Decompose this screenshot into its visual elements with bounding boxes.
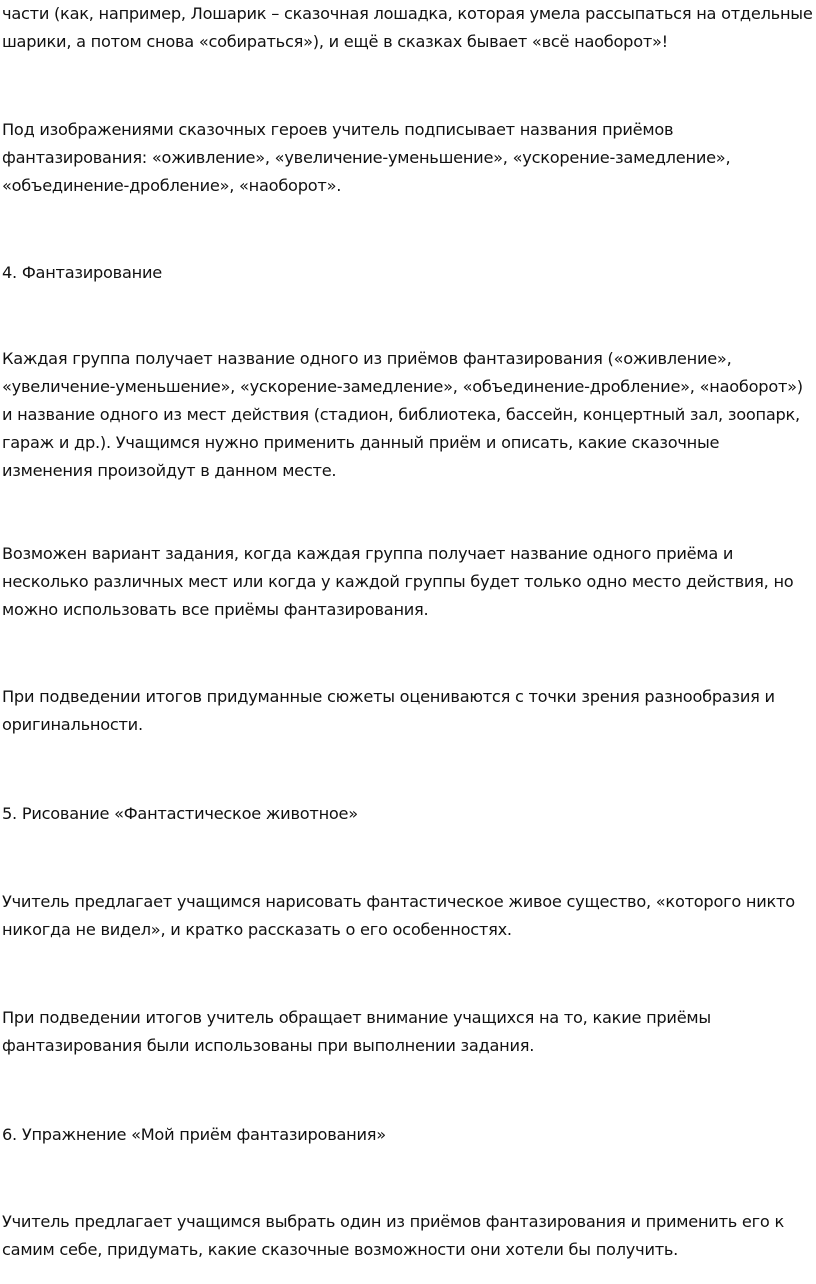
section-heading-4: 4. Фантазирование [2, 263, 162, 282]
paragraph-draw-creature: Учитель предлагает учащимся нарисовать фантастическое живое существо, «которого никто никогда не видел», и кратко рассказать о его особенностях. [2, 892, 795, 939]
paragraph-my-technique: Учитель предлагает учащимся выбрать один из приёмов фантазирования и применить его к самим себе, придумать, какие сказочные возможности они хотели бы получить. [2, 1212, 784, 1259]
paragraph-group-task: Каждая группа получает название одного из приёмов фантазирования («оживление», «увеличение-уменьшение», «ускорение-замедление», «объединение-дробление», «наоборот») и название одного из мест действия (стадион, библиотека, бассейн, концертный зал, зоопарк, гараж и др.). Учащимся нужно применить данный приём и описать, какие сказочные изменения произойдут в данном месте. [2, 349, 803, 480]
section-heading-6: 6. Упражнение «Мой приём фантазирования» [2, 1125, 386, 1144]
paragraph-hero-captions: Под изображениями сказочных героев учитель подписывает названия приёмов фантазирования: «оживление», «увеличение-уменьшение», «ускорение-замедление», «объединение-дробление», «наоборот». [2, 120, 731, 195]
paragraph-results-techniques: При подведении итогов учитель обращает внимание учащихся на то, какие приёмы фантазирования были использованы при выполнении задания. [2, 1008, 711, 1055]
section-heading-5: 5. Рисование «Фантастическое животное» [2, 804, 358, 823]
paragraph-results-originality: При подведении итогов придуманные сюжеты оцениваются с точки зрения разнообразия и оригинальности. [2, 687, 775, 734]
paragraph-task-variant: Возможен вариант задания, когда каждая группа получает название одного приёма и несколько различных мест или когда у каждой группы будет только одно место действия, но можно использовать все приёмы фантазирования. [2, 544, 794, 619]
paragraph-intro-continuation: части (как, например, Лошарик – сказочная лошадка, которая умела рассыпаться на отдельные шарики, а потом снова «собираться»), и ещё в сказках бывает «всё наоборот»! [2, 4, 813, 51]
